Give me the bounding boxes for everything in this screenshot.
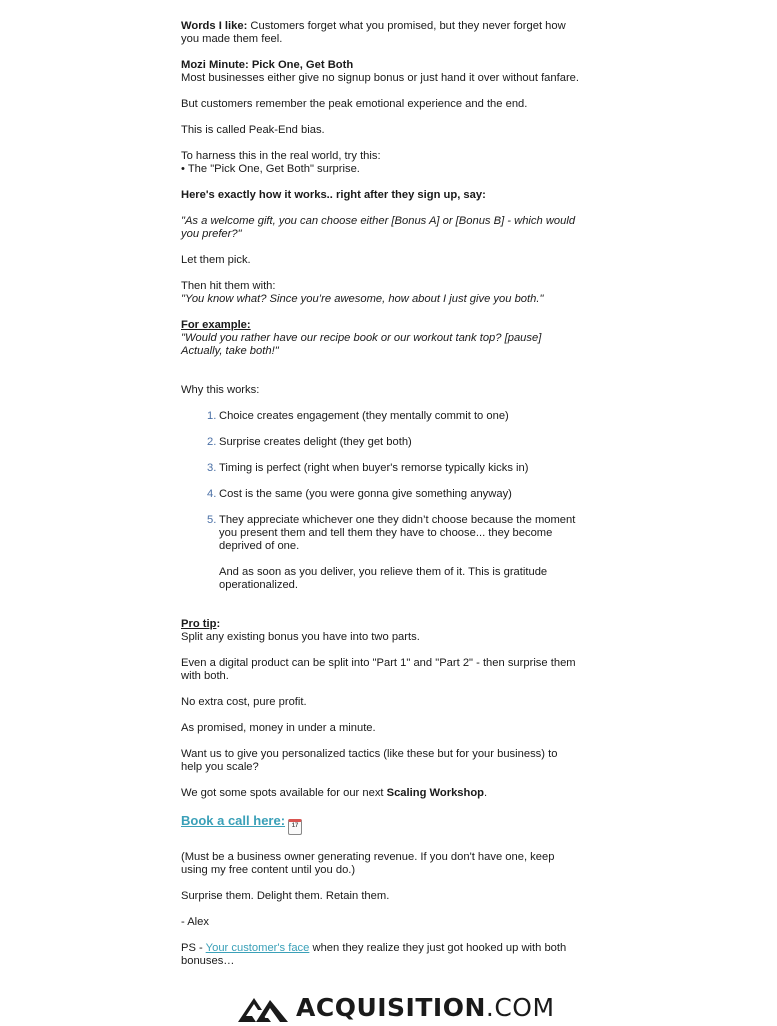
list-item-number: 2. <box>207 436 217 448</box>
ps-prefix: PS - <box>181 942 206 954</box>
intro-text: Customers forget what you promised, but they never forget how you made them feel. <box>181 20 566 45</box>
list-item-number: 1. <box>207 410 217 422</box>
pro-tip-heading <box>181 618 581 631</box>
reasons-list <box>207 410 581 592</box>
let-them-pick: Let them pick. <box>181 254 251 266</box>
disclaimer: (Must be a business owner generating revenue. If you don't have one, keep using my free content until you do.) <box>181 851 555 876</box>
pro-tip-p4: As promised, money in under a minute. <box>181 722 376 734</box>
workshop-pre: We got some spots available for our next <box>181 787 387 799</box>
intro-label: Words I like: <box>181 20 248 32</box>
example-quote: "Would you rather have our recipe book or our workout tank top? [pause] Actually, take both!" <box>181 332 542 357</box>
then-hit: Then hit them with: <box>181 280 276 292</box>
acquisition-logo[interactable] <box>236 990 555 1026</box>
quote-both: "You know what? Since you’re awesome, how about I just give you both." <box>181 293 544 305</box>
pro-tip-p3: No extra cost, pure profit. <box>181 696 307 708</box>
pro-tip-p6 <box>181 787 581 800</box>
list-item <box>207 410 581 423</box>
logo-wordmark <box>296 990 555 1026</box>
mozi-title: Mozi Minute: Pick One, Get Both <box>181 59 354 71</box>
signoff: - Alex <box>181 916 209 928</box>
mozi-p4-line1: To harness this in the real world, try this: <box>181 150 381 162</box>
pro-tip-colon: : <box>216 618 221 630</box>
list-item <box>207 436 581 449</box>
customer-face-link[interactable]: Your customer's face <box>205 942 310 954</box>
logo-main: ACQUISITION <box>296 993 486 1022</box>
pro-tip-label: Pro tip <box>181 618 217 630</box>
mozi-p1: Most businesses either give no signup bonus or just hand it over without fanfare. <box>181 72 580 84</box>
list-item-number: 4. <box>207 488 217 500</box>
logo-suffix: .COM <box>485 993 555 1022</box>
list-item-text: Surprise creates delight (they get both) <box>219 436 412 448</box>
pro-tip-p1: Split any existing bonus you have into two parts. <box>181 631 420 643</box>
calendar-icon: 17 <box>288 819 302 835</box>
why-heading: Why this works: <box>181 384 260 396</box>
how-heading: Here's exactly how it works.. right after they sign up, say: <box>181 189 486 201</box>
book-call-label: Book a call here: <box>181 813 286 828</box>
workshop-post: . <box>484 787 488 799</box>
intro-paragraph <box>181 20 581 46</box>
example-label: For example: <box>181 319 251 331</box>
ps-text: when they realize they just got hooked up with both bonuses… <box>181 942 567 967</box>
list-item-text: They appreciate whichever one they didn’t choose because the moment you present them and tell them they have to choose... they become deprived of one. <box>219 514 576 552</box>
workshop-name: Scaling Workshop <box>386 787 485 799</box>
ps-paragraph <box>181 942 581 968</box>
list-item-number: 3. <box>207 462 217 474</box>
quote-choice: "As a welcome gift, you can choose either [Bonus A] or [Bonus B] - which would you prefer?" <box>181 215 576 240</box>
list-item-text: Cost is the same (you were gonna give something anyway) <box>219 488 512 500</box>
list-item <box>207 488 581 501</box>
mozi-p3: This is called Peak-End bias. <box>181 124 325 136</box>
book-call-link[interactable] <box>181 813 581 835</box>
list-item-number: 5. <box>207 514 217 526</box>
mozi-p2: But customers remember the peak emotional experience and the end. <box>181 98 528 110</box>
list-item <box>207 462 581 475</box>
mozi-p4-line2: • The "Pick One, Get Both" surprise. <box>181 163 360 175</box>
list-item-extra: And as soon as you deliver, you relieve them of it. This is gratitude operationalized. <box>219 566 548 591</box>
list-item-text: Timing is perfect (right when buyer's remorse typically kicks in) <box>219 462 529 474</box>
email-body <box>181 20 581 981</box>
mountain-logo-icon <box>236 992 290 1024</box>
pro-tip-p2: Even a digital product can be split into "Part 1" and "Part 2" - then surprise them with both. <box>181 657 576 682</box>
tagline: Surprise them. Delight them. Retain them. <box>181 890 390 902</box>
list-item-text: Choice creates engagement (they mentally commit to one) <box>219 410 509 422</box>
list-item <box>207 514 581 592</box>
pro-tip-p5: Want us to give you personalized tactics (like these but for your business) to help you scale? <box>181 748 558 773</box>
